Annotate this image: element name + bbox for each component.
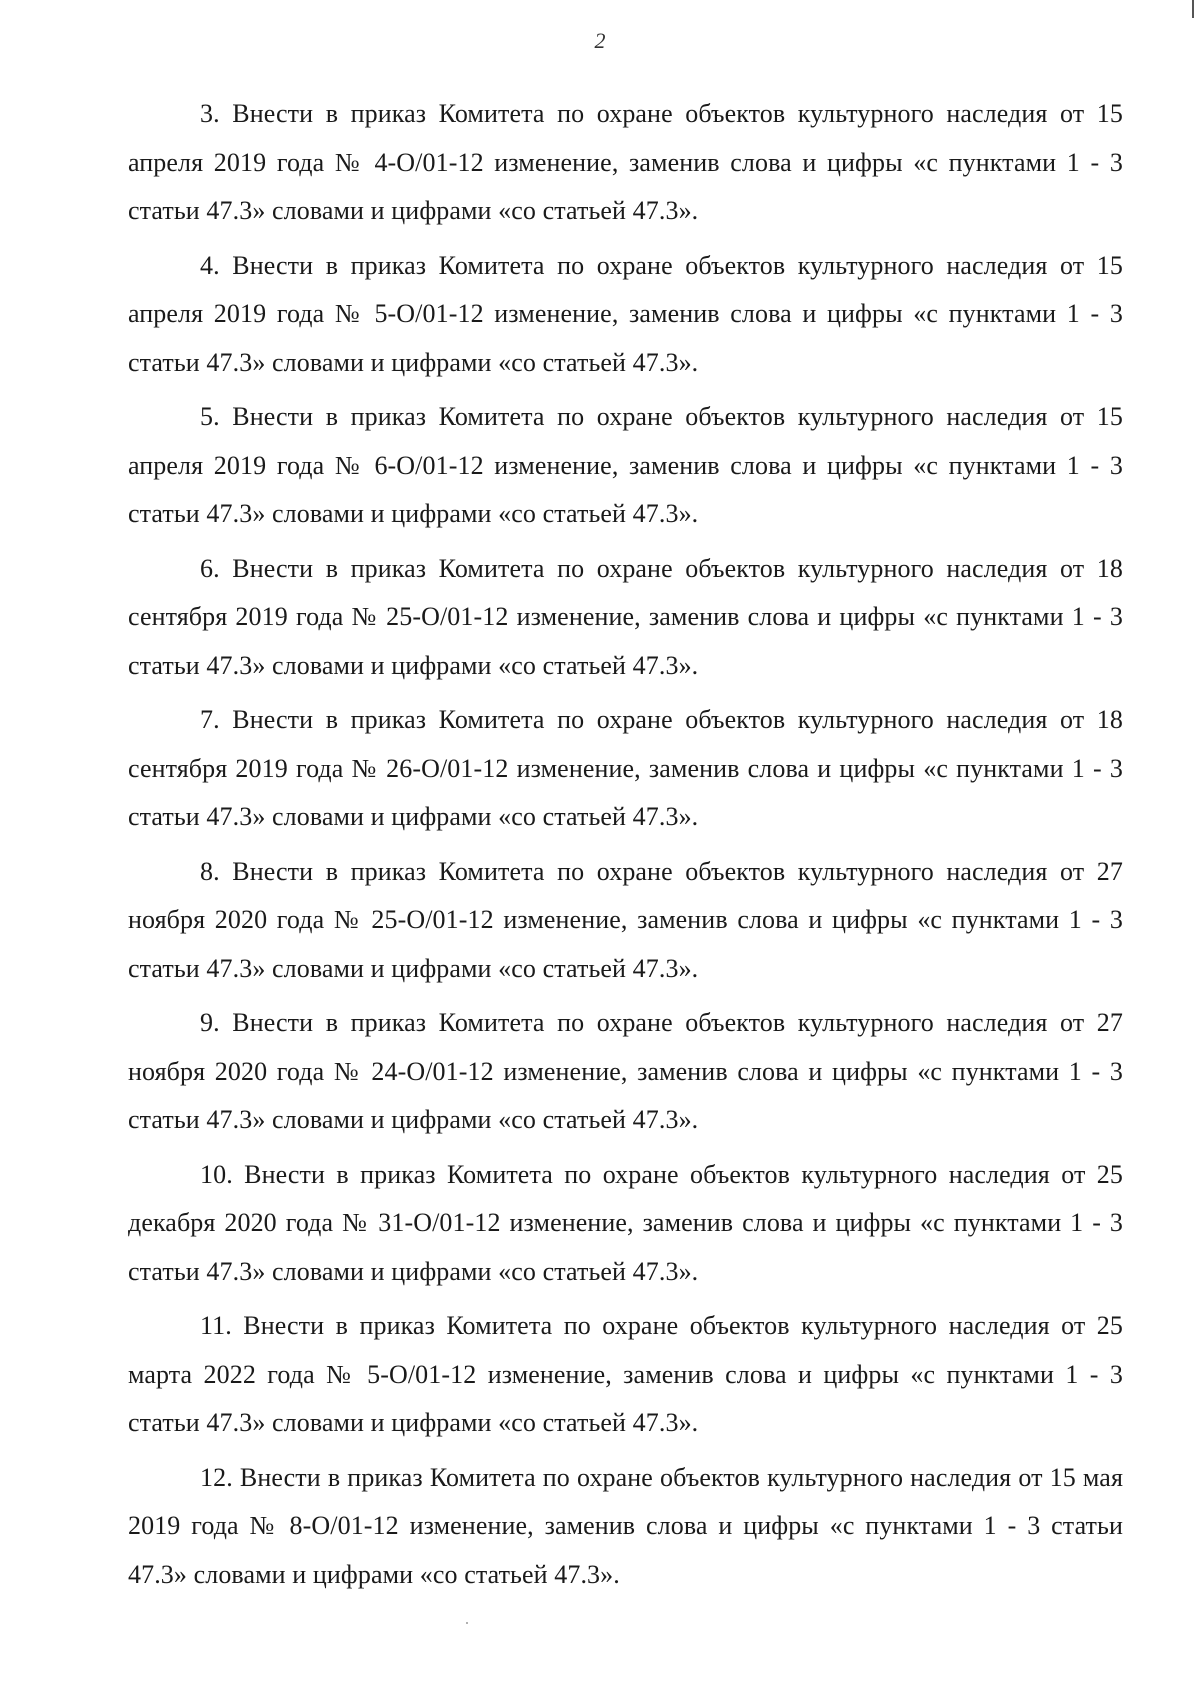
paragraph-item-8: 8. Внести в приказ Комитета по охране объектов культурного наследия от 27 ноября 2020 года № 25-О/01-12 изменение, заменив слова и цифры «с пунктами 1 - 3 статьи 47.3» словами и цифрами «со статьей 47.3». bbox=[128, 856, 1123, 983]
page-number: 2 bbox=[594, 28, 606, 53]
paragraph-item-3: 3. Внести в приказ Комитета по охране объектов культурного наследия от 15 апреля 2019 года № 4-О/01-12 изменение, заменив слова и цифры «с пунктами 1 - 3 статьи 47.3» словами и цифрами «со статьей 47.3». bbox=[128, 99, 1123, 225]
scan-speck bbox=[466, 1622, 468, 1624]
paragraph-item-10: 10. Внести в приказ Комитета по охране объектов культурного наследия от 25 декабря 2020 года № 31-О/01-12 изменение, заменив слова и цифры «с пунктами 1 - 3 статьи 47.3» словами и цифрами «со статьей 47.3». bbox=[128, 1159, 1123, 1286]
document-body bbox=[128, 90, 1123, 1605]
scan-edge-mark bbox=[1192, 0, 1194, 18]
paragraph-item-6: 6. Внести в приказ Комитета по охране объектов культурного наследия от 18 сентября 2019 года № 25-О/01-12 изменение, заменив слова и цифры «с пунктами 1 - 3 статьи 47.3» словами и цифрами «со статьей 47.3». bbox=[128, 553, 1123, 680]
paragraph-item-5: 5. Внести в приказ Комитета по охране объектов культурного наследия от 15 апреля 2019 года № 6-О/01-12 изменение, заменив слова и цифры «с пунктами 1 - 3 статьи 47.3» словами и цифрами «со статьей 47.3». bbox=[128, 402, 1123, 528]
paragraph-item-12: 12. Внести в приказ Комитета по охране объектов культурного наследия от 15 мая 2019 года № 8-О/01-12 изменение, заменив слова и цифры «с пунктами 1 - 3 статьи 47.3» словами и цифрами «со статьей 47.3». bbox=[128, 1462, 1123, 1589]
paragraph-item-7: 7. Внести в приказ Комитета по охране объектов культурного наследия от 18 сентября 2019 года № 26-О/01-12 изменение, заменив слова и цифры «с пунктами 1 - 3 статьи 47.3» словами и цифрами «со статьей 47.3». bbox=[128, 705, 1123, 831]
paragraph-item-9: 9. Внести в приказ Комитета по охране объектов культурного наследия от 27 ноября 2020 года № 24-О/01-12 изменение, заменив слова и цифры «с пунктами 1 - 3 статьи 47.3» словами и цифрами «со статьей 47.3». bbox=[128, 1008, 1123, 1134]
paragraph-item-11: 11. Внести в приказ Комитета по охране объектов культурного наследия от 25 марта 2022 года № 5-О/01-12 изменение, заменив слова и цифры «с пунктами 1 - 3 статьи 47.3» словами и цифрами «со статьей 47.3». bbox=[128, 1311, 1123, 1437]
paragraph-item-4: 4. Внести в приказ Комитета по охране объектов культурного наследия от 15 апреля 2019 года № 5-О/01-12 изменение, заменив слова и цифры «с пунктами 1 - 3 статьи 47.3» словами и цифрами «со статьей 47.3». bbox=[128, 250, 1123, 377]
